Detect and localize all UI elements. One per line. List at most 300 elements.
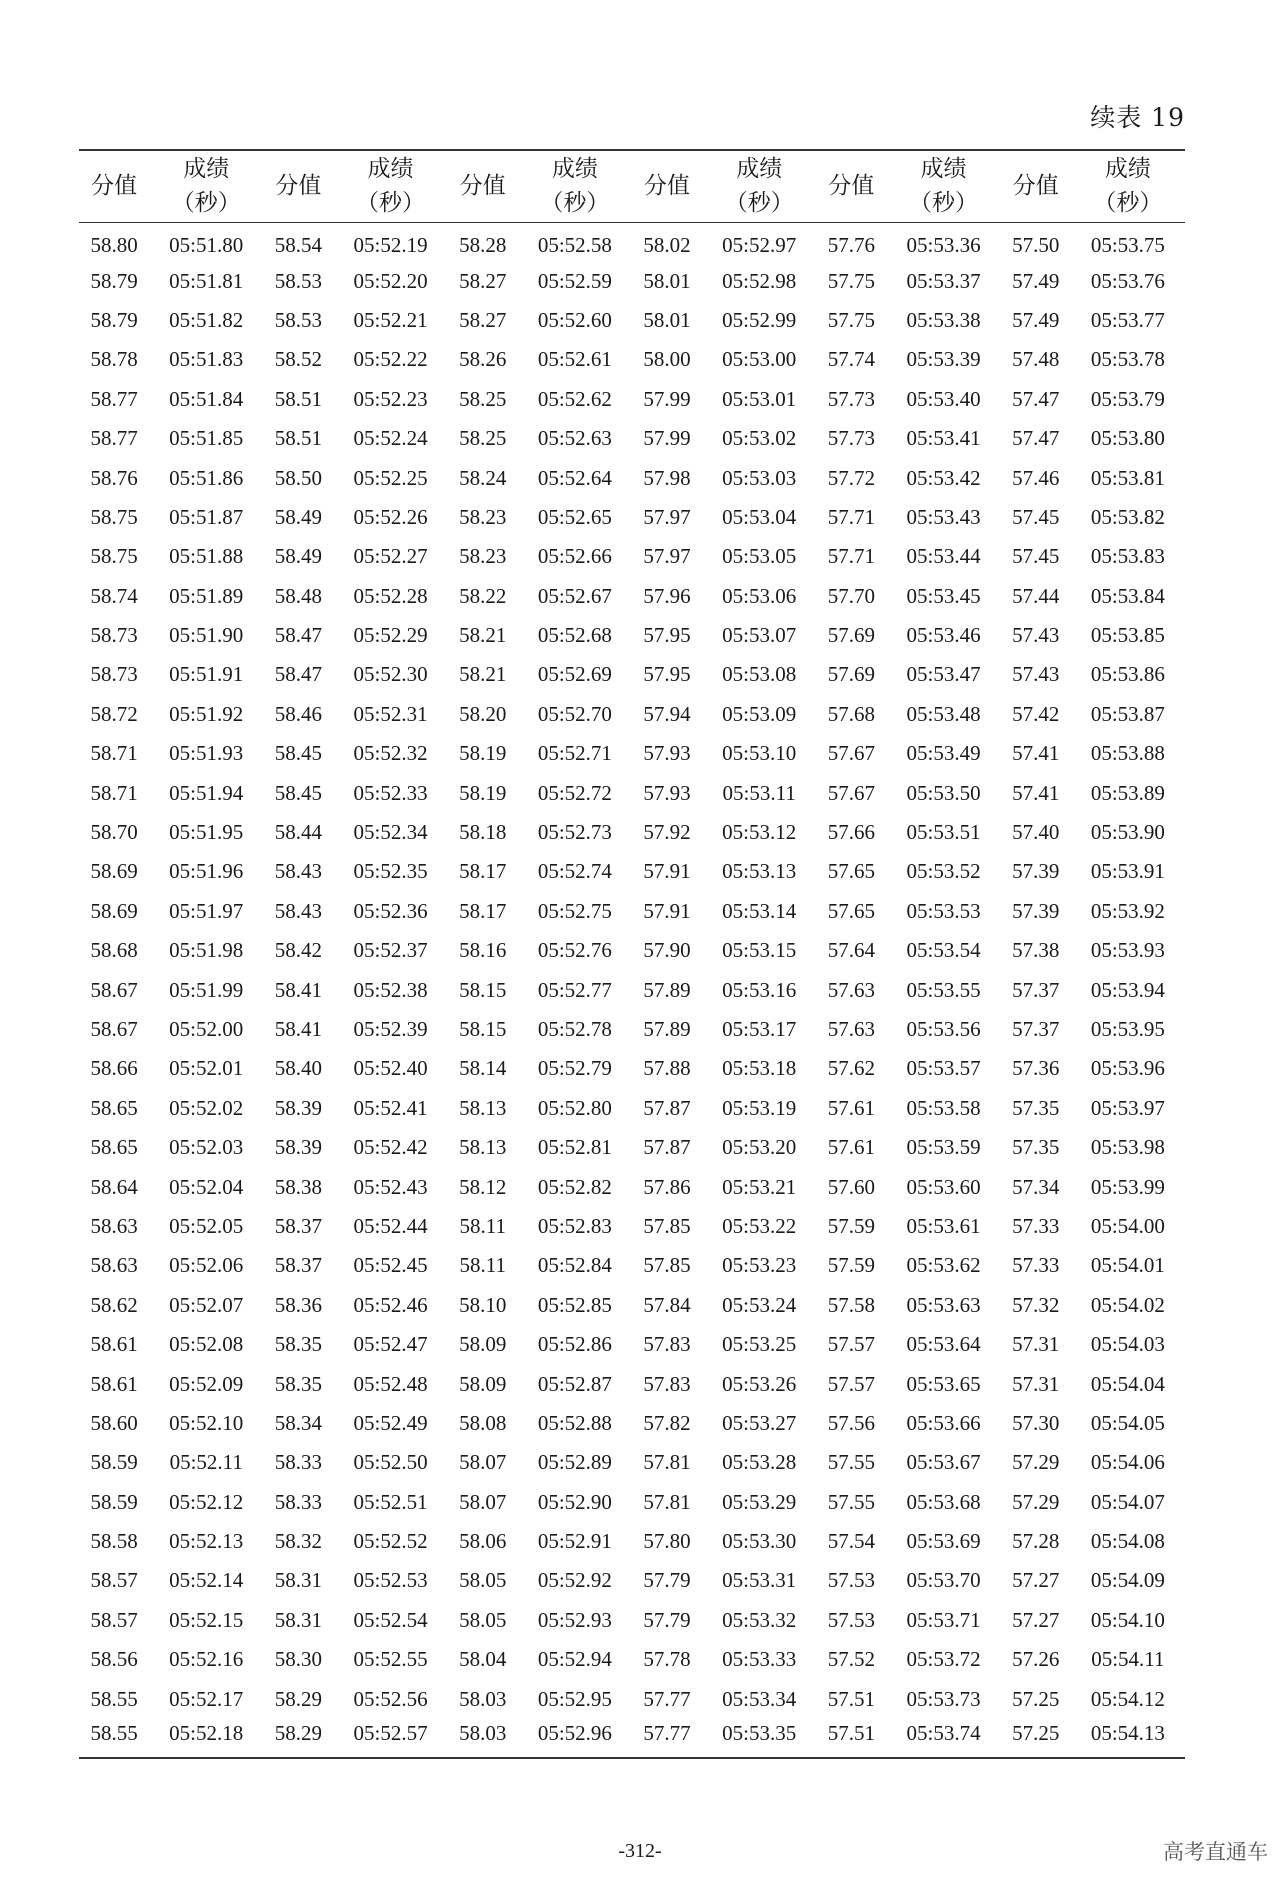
- time-cell: 05:52.35: [353, 859, 428, 884]
- score-cell: 57.95: [643, 623, 691, 648]
- score-cell: 57.47: [1012, 386, 1060, 411]
- time-cell: 05:53.44: [906, 544, 981, 569]
- score-cell: 58.47: [274, 623, 323, 648]
- header-time-label: 成绩: [1104, 156, 1151, 183]
- time-cell: 05:51.86: [169, 465, 244, 490]
- time-cell: 05:53.40: [906, 386, 981, 411]
- table-row: [79, 1679, 1185, 1718]
- time-cell: 05:53.80: [1090, 426, 1165, 451]
- time-cell: 05:52.60: [537, 307, 612, 332]
- time-cell: 05:52.51: [353, 1489, 428, 1514]
- time-cell: 05:52.78: [537, 1017, 612, 1041]
- time-cell: 05:52.01: [169, 1056, 244, 1081]
- time-cell: 05:54.04: [1090, 1371, 1165, 1396]
- time-cell: 05:54.00: [1090, 1213, 1165, 1238]
- table-row: [79, 537, 1185, 576]
- score-cell: 57.30: [1012, 1410, 1060, 1435]
- header-score: 分值: [91, 173, 138, 200]
- time-cell: 05:52.36: [353, 898, 428, 923]
- time-cell: 05:53.20: [722, 1135, 797, 1160]
- score-cell: 58.77: [90, 426, 138, 451]
- time-cell: 05:52.84: [537, 1253, 612, 1278]
- score-cell: 58.14: [459, 1056, 507, 1081]
- time-cell: 05:53.03: [722, 465, 797, 490]
- score-cell: 58.35: [274, 1371, 323, 1396]
- score-cell: 58.27: [459, 268, 507, 293]
- header-time: [886, 150, 1000, 222]
- score-cell: 58.31: [274, 1607, 323, 1632]
- time-cell: 05:53.39: [906, 347, 981, 372]
- time-cell: 05:52.97: [722, 233, 797, 258]
- time-cell: 05:53.32: [722, 1607, 797, 1632]
- score-cell: 58.01: [643, 307, 691, 332]
- score-cell: 57.97: [643, 504, 691, 529]
- score-cell: 58.61: [90, 1332, 138, 1357]
- time-cell: 05:53.24: [722, 1292, 797, 1317]
- time-cell: 05:52.61: [537, 347, 612, 372]
- score-cell: 57.70: [827, 583, 875, 608]
- time-cell: 05:51.90: [169, 623, 244, 648]
- time-cell: 05:53.10: [722, 741, 797, 766]
- time-cell: 05:52.15: [169, 1607, 244, 1632]
- score-cell: 57.33: [1012, 1213, 1060, 1238]
- time-cell: 05:53.48: [906, 701, 981, 726]
- score-cell: 57.77: [643, 1720, 691, 1745]
- score-cell: 57.45: [1012, 504, 1060, 529]
- time-cell: 05:54.05: [1090, 1410, 1165, 1435]
- time-cell: 05:52.68: [537, 623, 612, 648]
- score-cell: 57.61: [827, 1095, 875, 1120]
- time-cell: 05:54.10: [1090, 1607, 1165, 1632]
- time-cell: 05:52.96: [537, 1720, 612, 1745]
- score-cell: 58.51: [274, 426, 323, 451]
- score-cell: 57.98: [643, 465, 691, 490]
- time-cell: 05:52.79: [537, 1056, 612, 1081]
- score-cell: 58.78: [90, 347, 138, 372]
- time-cell: 05:53.41: [906, 426, 981, 451]
- score-cell: 57.33: [1012, 1253, 1060, 1278]
- table-row: [79, 1049, 1185, 1088]
- time-cell: 05:53.79: [1090, 386, 1165, 411]
- score-cell: 57.61: [827, 1135, 875, 1160]
- time-cell: 05:53.25: [722, 1332, 797, 1357]
- score-cell: 57.43: [1012, 662, 1060, 687]
- score-cell: 57.48: [1012, 347, 1060, 372]
- time-cell: 05:52.20: [353, 268, 428, 293]
- time-cell: 05:53.60: [906, 1174, 981, 1199]
- score-cell: 58.57: [90, 1568, 138, 1593]
- score-cell: 57.59: [827, 1213, 875, 1238]
- score-cell: 58.60: [90, 1410, 138, 1435]
- score-cell: 58.41: [274, 1017, 323, 1041]
- score-cell: 57.85: [643, 1213, 691, 1238]
- time-cell: 05:52.17: [169, 1686, 244, 1711]
- time-cell: 05:52.99: [722, 307, 797, 332]
- header-score: 分值: [275, 173, 322, 200]
- time-cell: 05:53.90: [1090, 820, 1165, 845]
- time-cell: 05:53.84: [1090, 583, 1165, 608]
- score-cell: 57.89: [643, 977, 691, 1002]
- time-cell: 05:51.85: [169, 426, 244, 451]
- time-cell: 05:52.42: [353, 1135, 428, 1160]
- header-time: [1071, 150, 1185, 222]
- time-cell: 05:52.18: [169, 1720, 244, 1745]
- time-cell: 05:53.33: [722, 1647, 797, 1672]
- time-cell: 05:52.19: [353, 233, 428, 258]
- time-cell: 05:53.46: [906, 623, 981, 648]
- time-cell: 05:52.73: [537, 820, 612, 845]
- time-cell: 05:52.02: [169, 1095, 244, 1120]
- time-cell: 05:52.28: [353, 583, 428, 608]
- time-cell: 05:53.31: [722, 1568, 797, 1593]
- score-cell: 57.69: [827, 623, 875, 648]
- score-cell: 57.39: [1012, 898, 1060, 923]
- time-cell: 05:53.35: [722, 1720, 797, 1745]
- time-cell: 05:52.49: [353, 1410, 428, 1435]
- time-cell: 05:53.30: [722, 1529, 797, 1554]
- score-cell: 58.06: [459, 1529, 507, 1554]
- time-cell: 05:53.97: [1090, 1095, 1165, 1120]
- time-cell: 05:53.75: [1090, 233, 1165, 258]
- score-cell: 58.08: [459, 1410, 507, 1435]
- header-score: 分值: [1012, 173, 1059, 200]
- score-cell: 58.37: [274, 1213, 323, 1238]
- time-cell: 05:52.86: [537, 1332, 612, 1357]
- score-cell: 58.64: [90, 1174, 138, 1199]
- time-cell: 05:53.36: [906, 233, 981, 258]
- table-header: [79, 150, 1185, 222]
- score-cell: 57.27: [1012, 1607, 1060, 1632]
- score-cell: 58.80: [90, 233, 138, 258]
- table-row: [79, 931, 1185, 970]
- time-cell: 05:51.99: [169, 977, 244, 1002]
- time-cell: 05:52.82: [537, 1174, 612, 1199]
- time-cell: 05:53.52: [906, 859, 981, 884]
- score-cell: 57.65: [827, 859, 875, 884]
- score-cell: 57.41: [1012, 741, 1060, 766]
- score-cell: 58.45: [274, 780, 323, 805]
- header-time-unit: （秒）: [356, 190, 426, 217]
- time-cell: 05:52.25: [353, 465, 428, 490]
- score-cell: 57.87: [643, 1135, 691, 1160]
- score-cell: 57.67: [827, 741, 875, 766]
- time-cell: 05:52.50: [353, 1450, 428, 1475]
- time-cell: 05:53.43: [906, 504, 981, 529]
- score-cell: 58.56: [90, 1647, 138, 1672]
- table-row: [79, 261, 1185, 300]
- score-cell: 58.05: [459, 1568, 507, 1593]
- page-number: -312-: [618, 1840, 662, 1862]
- score-cell: 58.36: [274, 1292, 323, 1317]
- time-cell: 05:52.55: [353, 1647, 428, 1672]
- score-cell: 58.23: [459, 544, 507, 569]
- time-cell: 05:52.21: [353, 307, 428, 332]
- table-row: [79, 1719, 1185, 1758]
- score-cell: 58.50: [274, 465, 323, 490]
- time-cell: 05:51.83: [169, 347, 244, 372]
- score-cell: 57.53: [827, 1568, 875, 1593]
- score-cell: 58.69: [90, 859, 138, 884]
- time-cell: 05:52.47: [353, 1332, 428, 1357]
- table-row: [79, 1601, 1185, 1640]
- time-cell: 05:53.88: [1090, 741, 1165, 766]
- score-cell: 58.07: [459, 1450, 507, 1475]
- time-cell: 05:53.72: [906, 1647, 981, 1672]
- time-cell: 05:53.98: [1090, 1135, 1165, 1160]
- time-cell: 05:54.09: [1090, 1568, 1165, 1593]
- score-cell: 57.52: [827, 1647, 875, 1672]
- score-cell: 57.83: [643, 1332, 691, 1357]
- time-cell: 05:53.23: [722, 1253, 797, 1278]
- score-cell: 58.75: [90, 544, 138, 569]
- time-cell: 05:52.81: [537, 1135, 612, 1160]
- score-cell: 58.70: [90, 820, 138, 845]
- time-cell: 05:53.65: [906, 1371, 981, 1396]
- header-time-label: 成绩: [551, 156, 598, 183]
- time-cell: 05:53.45: [906, 583, 981, 608]
- score-cell: 57.35: [1012, 1095, 1060, 1120]
- score-cell: 57.64: [827, 938, 875, 963]
- time-cell: 05:53.26: [722, 1371, 797, 1396]
- header-time-label: 成绩: [920, 156, 967, 183]
- score-cell: 57.81: [643, 1489, 691, 1514]
- score-cell: 58.17: [459, 898, 507, 923]
- time-cell: 05:53.06: [722, 583, 797, 608]
- time-cell: 05:53.53: [906, 898, 981, 923]
- score-cell: 57.63: [827, 1017, 875, 1041]
- score-cell: 58.68: [90, 938, 138, 963]
- time-cell: 05:51.84: [169, 386, 244, 411]
- score-cell: 57.71: [827, 544, 875, 569]
- time-cell: 05:54.02: [1090, 1292, 1165, 1317]
- time-cell: 05:53.63: [906, 1292, 981, 1317]
- time-cell: 05:52.03: [169, 1135, 244, 1160]
- time-cell: 05:52.75: [537, 898, 612, 923]
- time-cell: 05:53.16: [722, 977, 797, 1002]
- score-cell: 57.90: [643, 938, 691, 963]
- time-cell: 05:52.14: [169, 1568, 244, 1593]
- score-cell: 57.34: [1012, 1174, 1060, 1199]
- score-cell: 58.59: [90, 1450, 138, 1475]
- score-cell: 57.58: [827, 1292, 875, 1317]
- score-cell: 58.30: [274, 1647, 323, 1672]
- time-cell: 05:51.96: [169, 859, 244, 884]
- score-cell: 58.62: [90, 1292, 138, 1317]
- score-cell: 58.13: [459, 1135, 507, 1160]
- time-cell: 05:52.41: [353, 1095, 428, 1120]
- time-cell: 05:53.49: [906, 741, 981, 766]
- time-cell: 05:52.31: [353, 701, 428, 726]
- time-cell: 05:52.87: [537, 1371, 612, 1396]
- time-cell: 05:52.95: [537, 1686, 612, 1711]
- time-cell: 05:53.73: [906, 1686, 981, 1711]
- score-cell: 58.11: [459, 1213, 506, 1238]
- time-cell: 05:52.57: [353, 1720, 428, 1745]
- time-cell: 05:51.89: [169, 583, 244, 608]
- score-cell: 57.42: [1012, 701, 1060, 726]
- score-cell: 58.32: [274, 1529, 323, 1554]
- header-time: [702, 150, 816, 222]
- time-cell: 05:53.57: [906, 1056, 981, 1081]
- score-cell: 57.86: [643, 1174, 691, 1199]
- table-row: [79, 1483, 1185, 1522]
- time-cell: 05:54.07: [1090, 1489, 1165, 1514]
- time-cell: 05:52.74: [537, 859, 612, 884]
- table-row: [79, 970, 1185, 1009]
- score-cell: 58.23: [459, 504, 507, 529]
- header-time-label: 成绩: [736, 156, 783, 183]
- time-cell: 05:53.12: [722, 820, 797, 845]
- score-cell: 58.79: [90, 307, 138, 332]
- time-cell: 05:53.85: [1090, 623, 1165, 648]
- header-time-unit: （秒）: [909, 190, 979, 217]
- time-cell: 05:53.61: [906, 1213, 981, 1238]
- time-cell: 05:52.39: [353, 1017, 428, 1041]
- time-cell: 05:52.33: [353, 780, 428, 805]
- score-cell: 57.79: [643, 1607, 691, 1632]
- time-cell: 05:53.87: [1090, 701, 1165, 726]
- score-cell: 57.62: [827, 1056, 875, 1081]
- score-cell: 58.76: [90, 465, 138, 490]
- score-cell: 58.55: [90, 1686, 138, 1711]
- time-cell: 05:53.29: [722, 1489, 797, 1514]
- time-cell: 05:53.94: [1090, 977, 1165, 1002]
- time-cell: 05:52.40: [353, 1056, 428, 1081]
- score-cell: 58.45: [274, 741, 323, 766]
- score-cell: 57.54: [827, 1529, 875, 1554]
- score-cell: 57.53: [827, 1607, 875, 1632]
- table-row: [79, 852, 1185, 891]
- time-cell: 05:54.12: [1090, 1686, 1165, 1711]
- score-cell: 57.25: [1012, 1720, 1060, 1745]
- score-cell: 58.49: [274, 504, 323, 529]
- watermark: 高考直通车: [1163, 1840, 1268, 1864]
- time-cell: 05:52.65: [537, 504, 612, 529]
- score-cell: 58.49: [274, 544, 323, 569]
- time-cell: 05:53.14: [722, 898, 797, 923]
- score-cell: 57.40: [1012, 820, 1060, 845]
- header-time: [333, 150, 447, 222]
- time-cell: 05:53.18: [722, 1056, 797, 1081]
- table-row: [79, 301, 1185, 340]
- table-row: [79, 695, 1185, 734]
- time-cell: 05:53.96: [1090, 1056, 1165, 1081]
- header-time-unit: （秒）: [540, 190, 610, 217]
- score-cell: 57.28: [1012, 1529, 1060, 1554]
- time-cell: 05:52.22: [353, 347, 428, 372]
- table-row: [79, 734, 1185, 773]
- time-cell: 05:52.44: [353, 1213, 428, 1238]
- table-row: [79, 1325, 1185, 1364]
- time-cell: 05:53.01: [722, 386, 797, 411]
- table-row: [79, 458, 1185, 497]
- time-cell: 05:52.56: [353, 1686, 428, 1711]
- time-cell: 05:52.91: [537, 1529, 612, 1554]
- header-time-unit: （秒）: [724, 190, 794, 217]
- time-cell: 05:52.89: [537, 1450, 612, 1475]
- score-cell: 58.41: [274, 977, 323, 1002]
- score-cell: 58.39: [274, 1135, 323, 1160]
- time-cell: 05:53.38: [906, 307, 981, 332]
- score-cell: 57.82: [643, 1410, 691, 1435]
- table-row: [79, 1286, 1185, 1325]
- time-cell: 05:51.81: [169, 268, 244, 293]
- time-cell: 05:52.72: [537, 780, 612, 805]
- score-cell: 58.57: [90, 1607, 138, 1632]
- score-cell: 58.22: [459, 583, 507, 608]
- time-cell: 05:51.98: [169, 938, 244, 963]
- time-cell: 05:51.88: [169, 544, 244, 569]
- time-cell: 05:52.76: [537, 938, 612, 963]
- score-cell: 57.41: [1012, 780, 1060, 805]
- time-cell: 05:53.28: [722, 1450, 797, 1475]
- score-cell: 57.44: [1012, 583, 1060, 608]
- time-cell: 05:51.91: [169, 662, 244, 687]
- time-cell: 05:53.11: [722, 780, 796, 805]
- table-row: [79, 340, 1185, 379]
- time-cell: 05:52.98: [722, 268, 797, 293]
- time-cell: 05:52.59: [537, 268, 612, 293]
- score-cell: 57.25: [1012, 1686, 1060, 1711]
- time-cell: 05:52.26: [353, 504, 428, 529]
- time-cell: 05:53.78: [1090, 347, 1165, 372]
- score-cell: 58.73: [90, 623, 138, 648]
- time-cell: 05:53.00: [722, 347, 797, 372]
- time-cell: 05:53.91: [1090, 859, 1165, 884]
- score-cell: 57.66: [827, 820, 875, 845]
- score-cell: 58.43: [274, 859, 323, 884]
- time-cell: 05:53.55: [906, 977, 981, 1002]
- score-cell: 57.71: [827, 504, 875, 529]
- time-cell: 05:52.24: [353, 426, 428, 451]
- score-cell: 58.00: [643, 347, 691, 372]
- time-cell: 05:51.92: [169, 701, 244, 726]
- score-cell: 58.12: [459, 1174, 507, 1199]
- time-cell: 05:54.08: [1090, 1529, 1165, 1554]
- score-cell: 58.34: [274, 1410, 323, 1435]
- table-row: [79, 1246, 1185, 1285]
- score-cell: 58.07: [459, 1489, 507, 1514]
- score-cell: 57.76: [827, 233, 875, 258]
- header-time-unit: （秒）: [1093, 190, 1163, 217]
- score-cell: 58.17: [459, 859, 507, 884]
- time-cell: 05:53.19: [722, 1095, 797, 1120]
- score-cell: 57.55: [827, 1450, 875, 1475]
- time-cell: 05:53.58: [906, 1095, 981, 1120]
- score-table: [79, 149, 1185, 1759]
- time-cell: 05:52.94: [537, 1647, 612, 1672]
- score-cell: 57.43: [1012, 623, 1060, 648]
- score-cell: 58.13: [459, 1095, 507, 1120]
- score-cell: 58.58: [90, 1529, 138, 1554]
- score-cell: 57.36: [1012, 1056, 1060, 1081]
- score-cell: 57.89: [643, 1017, 691, 1041]
- table-row: [79, 813, 1185, 852]
- score-cell: 58.09: [459, 1371, 507, 1396]
- score-cell: 58.33: [274, 1489, 323, 1514]
- score-cell: 57.63: [827, 977, 875, 1002]
- score-cell: 57.39: [1012, 859, 1060, 884]
- score-cell: 57.59: [827, 1253, 875, 1278]
- header-time-label: 成绩: [183, 156, 230, 183]
- score-cell: 58.27: [459, 307, 507, 332]
- score-cell: 58.46: [274, 701, 323, 726]
- header-row: [79, 150, 1185, 222]
- score-cell: 58.18: [459, 820, 507, 845]
- score-cell: 57.68: [827, 701, 875, 726]
- table-row: [79, 616, 1185, 655]
- score-cell: 57.60: [827, 1174, 875, 1199]
